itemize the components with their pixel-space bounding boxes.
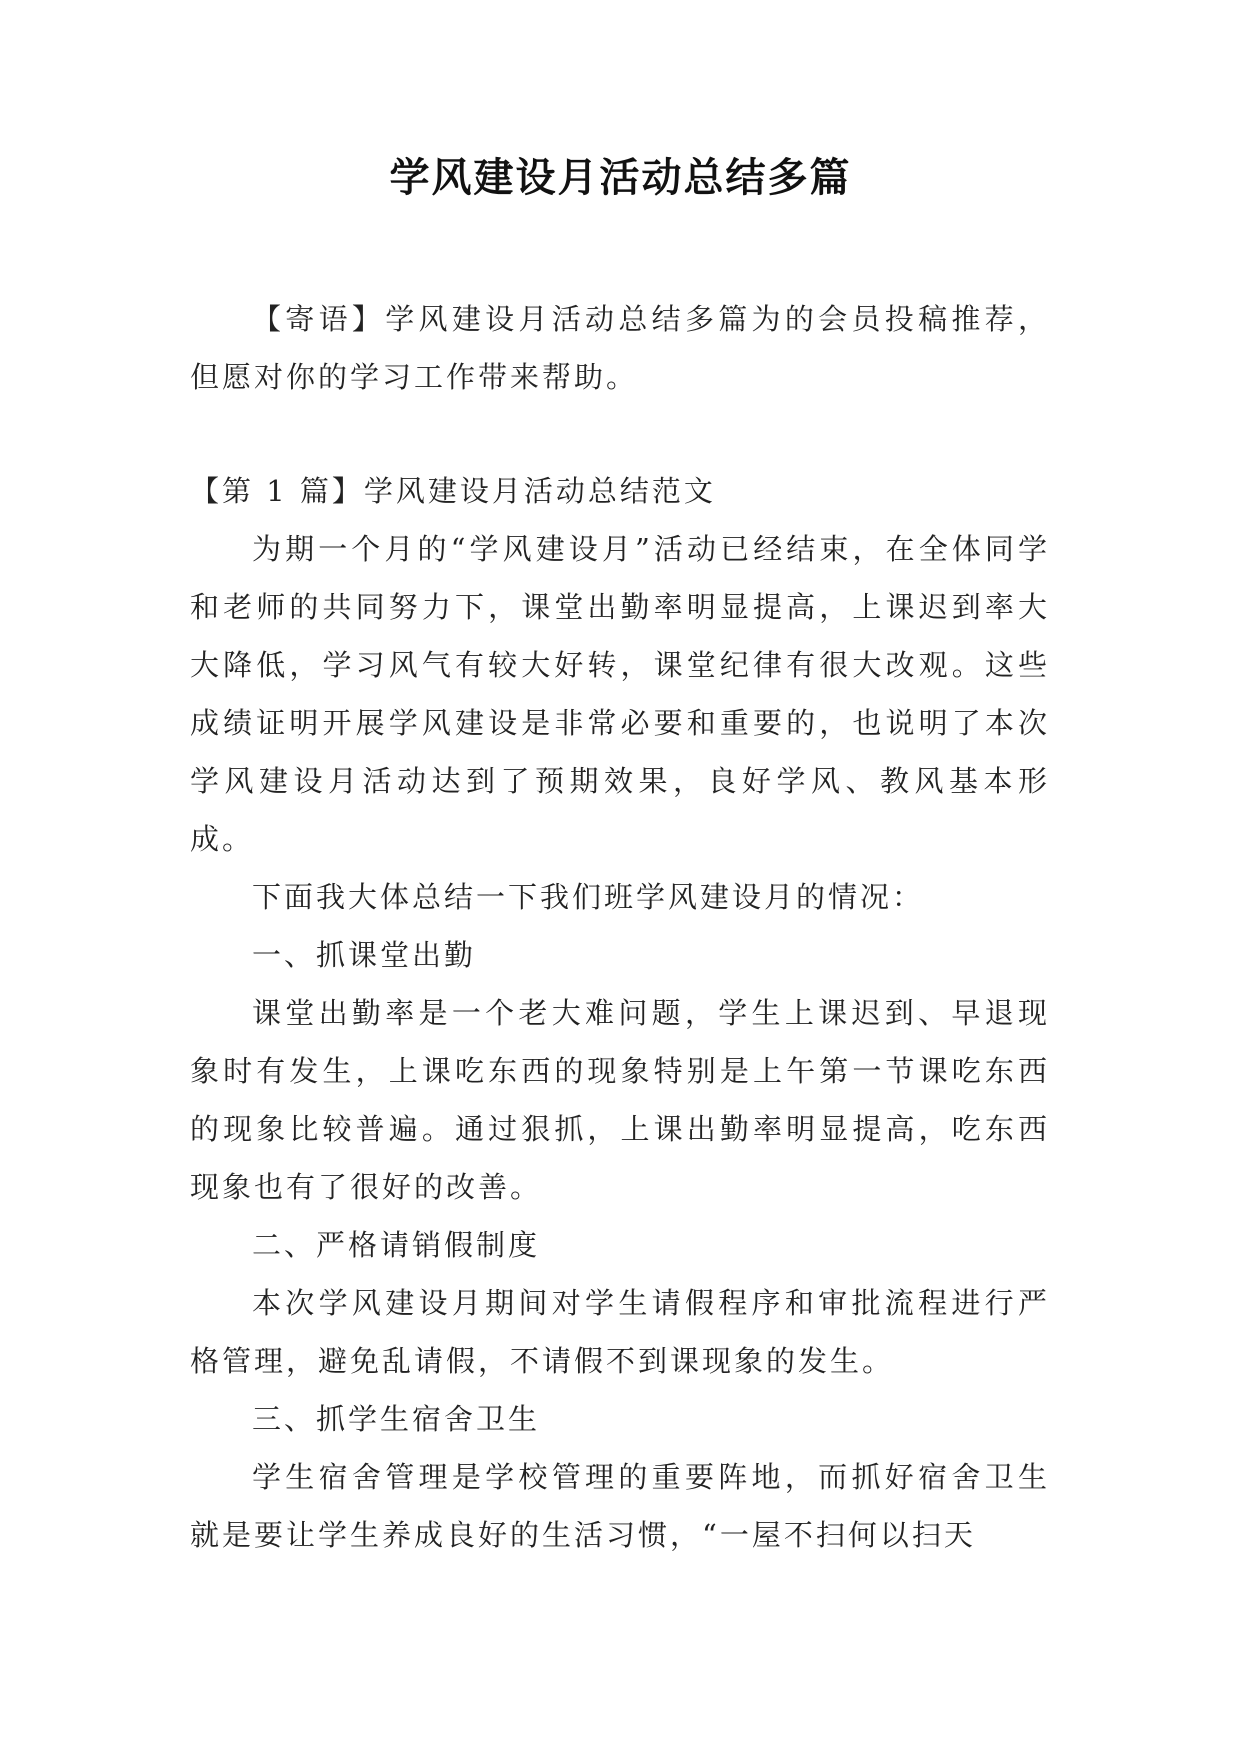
paragraph-attendance: 课堂出勤率是一个老大难问题，学生上课迟到、早退现象时有发生，上课吃东西的现象特别是上午第一节课吃东西的现象比较普遍。通过狠抓，上课出勤率明显提高，吃东西现象也有了很好的改善。: [190, 996, 1050, 1204]
paragraph-dormitory: 学生宿舍管理是学校管理的重要阵地，而抓好宿舍卫生就是要让学生养成良好的生活习惯，“一屋不扫何以扫天: [190, 1460, 1050, 1552]
section-heading-leave: 二、严格请销假制度: [252, 1228, 541, 1262]
article-body: [190, 462, 1050, 1564]
intro-block: [190, 290, 1050, 406]
paragraph-overview: 下面我大体总结一下我们班学风建设月的情况：: [252, 880, 925, 914]
intro-paragraph: 【寄语】学风建设月活动总结多篇为的会员投稿推荐，但愿对你的学习工作带来帮助。: [190, 302, 1050, 394]
paragraph-leave: 本次学风建设月期间对学生请假程序和审批流程进行严格管理，避免乱请假，不请假不到课现象的发生。: [190, 1286, 1050, 1378]
section-heading-attendance: 一、抓课堂出勤: [252, 938, 477, 972]
document-title: 学风建设月活动总结多篇: [389, 155, 852, 201]
paragraph-summary: 为期一个月的“学风建设月”活动已经结束，在全体同学和老师的共同努力下，课堂出勤率明显提高，上课迟到率大大降低，学习风气有较大好转，课堂纪律有很大改观。这些成绩证明开展学风建设是非常必要和重要的，也说明了本次学风建设月活动达到了预期效果，良好学风、教风基本形成。: [190, 532, 1050, 856]
section-heading-dormitory: 三、抓学生宿舍卫生: [252, 1402, 541, 1436]
article-heading: 【第 1 篇】学风建设月活动总结范文: [190, 474, 716, 508]
